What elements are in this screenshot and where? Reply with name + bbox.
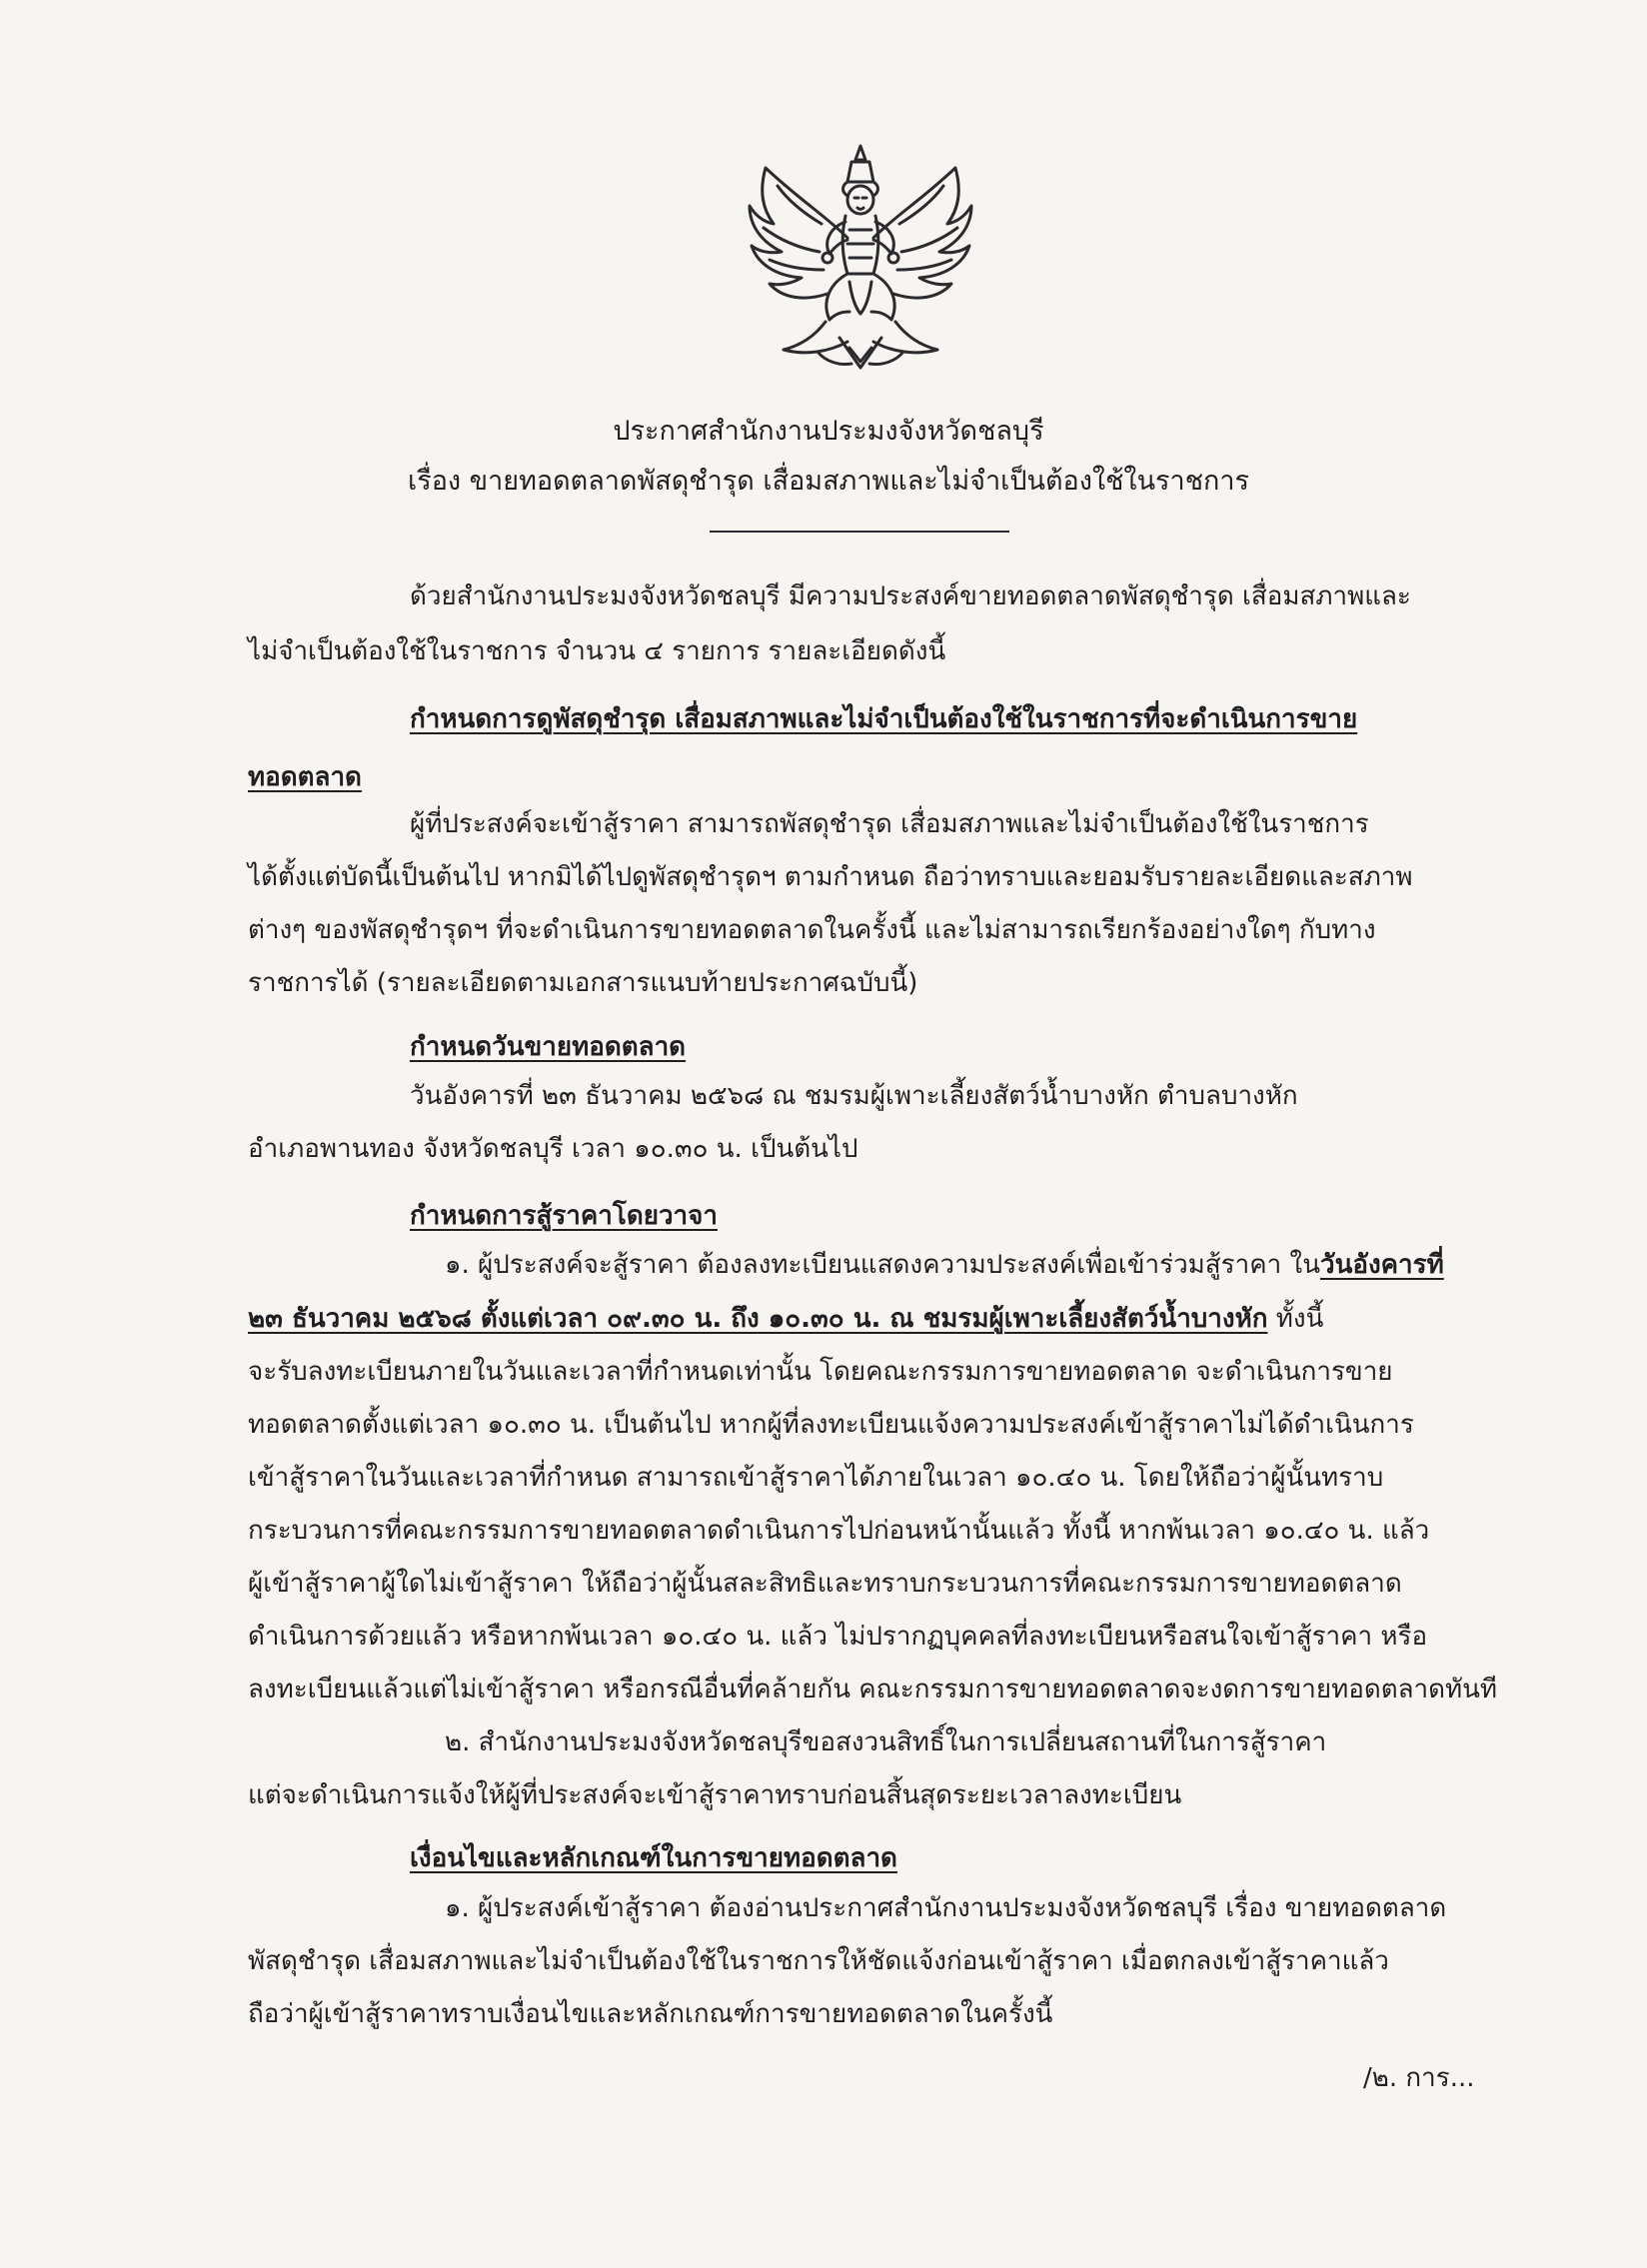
body-line: ด้วยสำนักงานประมงจังหวัดชลบุรี มีความประสงค์ขายทอดตลาดพัสดุชำรุด เสื่อมสภาพและ: [410, 581, 1411, 611]
emphasis-text: วันอังคารที่: [1319, 1250, 1444, 1280]
body-text: ทั้งนี้: [1267, 1304, 1324, 1334]
body-line: กระบวนการที่คณะกรรมการขายทอดตลาดดำเนินการไปก่อนหน้านั้นแล้ว ทั้งนี้ หากพ้นเวลา ๑๐.๔๐ น. แล้ว: [248, 1516, 1430, 1546]
section-heading-conditions: เงื่อนไขและหลักเกณฑ์ในการขายทอดตลาด: [410, 1843, 897, 1873]
section-heading-inspection-cont: ทอดตลาด: [248, 762, 362, 792]
body-line: [248, 1299, 1323, 1339]
section-heading-auction-date: กำหนดวันขายทอดตลาด: [410, 1032, 687, 1062]
body-line: พัสดุชำรุด เสื่อมสภาพและไม่จำเป็นต้องใช้ในราชการให้ชัดแจ้งก่อนเข้าสู้ราคา เมื่อตกลงเข้าสู้ราคาแล้ว: [248, 1946, 1389, 1976]
body-line: ดำเนินการด้วยแล้ว หรือหากพ้นเวลา ๑๐.๔๐ น. แล้ว ไม่ปรากฏบุคคลที่ลงทะเบียนหรือสนใจเข้าสู้ราคา หรือ: [248, 1622, 1428, 1652]
emphasis-text: ๒๓ ธันวาคม ๒๕๖๘ ตั้งแต่เวลา ๐๙.๓๐ น. ถึง ๑๐.๓๐ น. ณ ชมรมผู้เพาะเลี้ยงสัตว์น้ำบางหัก: [248, 1304, 1268, 1334]
title-divider: [710, 531, 1009, 533]
body-line: ได้ตั้งแต่บัดนี้เป็นต้นไป หากมิได้ไปดูพัสดุชำรุดฯ ตามกำหนด ถือว่าทราบและยอมรับรายละเอียดและสภาพ: [248, 862, 1413, 892]
body-line: ผู้ที่ประสงค์จะเข้าสู้ราคา สามารถพัสดุชำรุด เสื่อมสภาพและไม่จำเป็นต้องใช้ในราชการ: [410, 809, 1369, 839]
body-line: จะรับลงทะเบียนภายในวันและเวลาที่กำหนดเท่านั้น โดยคณะกรรมการขายทอดตลาด จะดำเนินการขาย: [248, 1357, 1393, 1387]
body-line: เข้าสู้ราคาในวันและเวลาที่กำหนด สามารถเข้าสู้ราคาได้ภายในเวลา ๑๐.๔๐ น. โดยให้ถือว่าผู้นั้นทราบ: [248, 1463, 1384, 1493]
section-heading-inspection: กำหนดการดูพัสดุชำรุด เสื่อมสภาพและไม่จำเป็นต้องใช้ในราชการที่จะดำเนินการขาย: [410, 704, 1358, 734]
body-line: วันอังคารที่ ๒๓ ธันวาคม ๒๕๖๘ ณ ชมรมผู้เพาะเลี้ยงสัตว์น้ำบางหัก ตำบลบางหัก: [410, 1081, 1298, 1111]
body-line: ๒. สำนักงานประมงจังหวัดชลบุรีขอสงวนสิทธิ์ในการเปลี่ยนสถานที่ในการสู้ราคา: [445, 1727, 1327, 1757]
continuation-marker: /๒. การ...: [1363, 2063, 1475, 2093]
announcement-title: ประกาศสำนักงานประมงจังหวัดชลบุรี: [613, 416, 1044, 447]
body-line: ต่างๆ ของพัสดุชำรุดฯ ที่จะดำเนินการขายทอดตลาดในครั้งนี้ และไม่สามารถเรียกร้องอย่างใดๆ กับทาง: [248, 915, 1376, 945]
body-line: ราชการได้ (รายละเอียดตามเอกสารแนบท้ายประกาศฉบับนี้): [248, 968, 918, 998]
body-line: ทอดตลาดตั้งแต่เวลา ๑๐.๓๐ น. เป็นต้นไป หากผู้ที่ลงทะเบียนแจ้งความประสงค์เข้าสู้ราคาไม่ได้ดำเนินการ: [248, 1410, 1414, 1440]
body-line: ถือว่าผู้เข้าสู้ราคาทราบเงื่อนไขและหลักเกณฑ์การขายทอดตลาดในครั้งนี้: [248, 1999, 1053, 2029]
body-line: ลงทะเบียนแล้วแต่ไม่เข้าสู้ราคา หรือกรณีอื่นที่คล้ายกัน คณะกรรมการขายทอดตลาดจะงดการขายทอดตลาดทันที: [248, 1675, 1498, 1704]
body-line: ไม่จำเป็นต้องใช้ในราชการ จำนวน ๔ รายการ รายละเอียดดังนี้: [248, 636, 946, 666]
body-line: อำเภอพานทอง จังหวัดชลบุรี เวลา ๑๐.๓๐ น. เป็นต้นไป: [248, 1134, 858, 1164]
body-line: [445, 1245, 1444, 1285]
garuda-emblem: [730, 142, 991, 374]
section-heading-oral-bidding: กำหนดการสู้ราคาโดยวาจา: [410, 1201, 718, 1231]
body-line: ๑. ผู้ประสงค์เข้าสู้ราคา ต้องอ่านประกาศสำนักงานประมงจังหวัดชลบุรี เรื่อง ขายทอดตลาด: [445, 1893, 1447, 1923]
body-line: แต่จะดำเนินการแจ้งให้ผู้ที่ประสงค์จะเข้าสู้ราคาทราบก่อนสิ้นสุดระยะเวลาลงทะเบียน: [248, 1780, 1182, 1810]
announcement-subject: เรื่อง ขายทอดตลาดพัสดุชำรุด เสื่อมสภาพและไม่จำเป็นต้องใช้ในราชการ: [407, 466, 1250, 497]
body-line: ผู้เข้าสู้ราคาผู้ใดไม่เข้าสู้ราคา ให้ถือว่าผู้นั้นสละสิทธิและทราบกระบวนการที่คณะกรรมการขายทอดตลาด: [248, 1569, 1402, 1599]
body-text: ๑. ผู้ประสงค์จะสู้ราคา ต้องลงทะเบียนแสดงความประสงค์เพื่อเข้าร่วมสู้ราคา ใน: [445, 1250, 1320, 1280]
